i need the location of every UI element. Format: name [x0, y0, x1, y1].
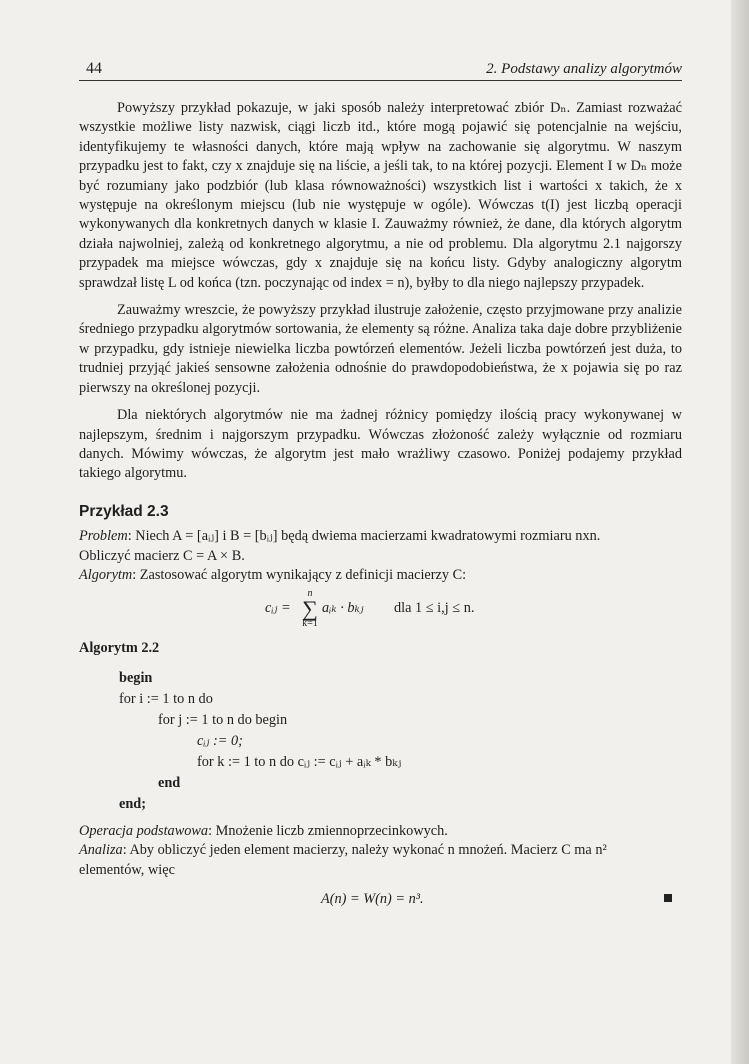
formula-rhs: aᵢₖ · bₖⱼ — [322, 600, 364, 617]
paragraph-3: Dla niektórych algorytmów nie ma żadnej różnicy pomiędzy ilością pracy wykonywanej w najlepszym, średnim i najgorszym przypadku. Wówczas złożoność zależy wyłącznie od rozmiaru danych. Mówimy wówczas, że algorytm jest mało wrażliwy czasowo. Poniżej podajemy przykład takiego algorytmu. — [79, 407, 682, 482]
formula-lhs: cᵢⱼ = — [265, 600, 291, 617]
paragraph-1: Powyższy przykład pokazuje, w jaki sposób należy interpretować zbiór Dₙ. Zamiast rozważać wszystkie możliwe listy nazwisk, ciągi liczb itd., które mogą pojawić się potencjalnie na wejściu, identyfikujemy te własności danych, które mają wpływ na zachowanie się algorytmu. W naszym przypadku jest to fakt, czy x znajduje się na liście, a jeśli tak, to na której pozycji. Element I w Dₙ może być rozumiany jako podzbiór (lub klasa równoważności) wszystkich list i wartości x takich, że x występuje na określonym miejscu (lub nie występuje w ogóle). Wówczas t(I) jest liczbą operacji wykonywanych dla konkretnych danych w klasie I. Zauważmy również, że dane, dla których algorytm działa najwolniej, zależą od konkretnego algorytmu, a nie od problemu. Dla algorytmu 2.1 najgorszy przypadek ma miejsce wówczas, gdy x znajduje się na końcu listy. Gdyby analogiczny algorytm sprawdzał listę L od końca (tzn. poczynając od index = n), byłby to dla niego najlepszy przypadek. — [79, 100, 682, 291]
code-line-2: for i := 1 to n do — [119, 690, 213, 707]
algorithm-text: : Zastosować algorytm wynikający z definicji macierzy C: — [132, 566, 467, 583]
code-line-1: begin — [119, 669, 153, 686]
algorithm-line — [79, 566, 682, 585]
summation — [300, 589, 320, 629]
final-equation-row — [79, 886, 682, 912]
algorithm-code — [79, 669, 682, 816]
algorithm-label: Algorytm — [79, 566, 133, 583]
sum-upper-limit: n — [307, 588, 313, 600]
algorithm-title: Algorytm 2.2 — [79, 640, 160, 657]
analysis-text-1: : Aby obliczyć jeden element macierzy, należy wykonać n mnożeń. Macierz C ma n² — [122, 842, 607, 859]
code-line-5: for k := 1 to n do cᵢⱼ := cᵢⱼ + aᵢₖ * bₖⱼ — [197, 753, 402, 770]
example-heading: Przykład 2.3 — [79, 502, 169, 520]
final-equation: A(n) = W(n) = n³. — [321, 890, 424, 907]
page-number: 44 — [86, 60, 102, 77]
end-of-proof-square-icon — [664, 894, 672, 902]
problem-text-1: : Niech A = [aᵢⱼ] i B = [bᵢⱼ] będą dwiema macierzami kwadratowymi rozmiaru nxn. — [127, 528, 601, 545]
code-line-4: cᵢⱼ := 0; — [197, 732, 243, 749]
code-line-7: end; — [119, 795, 147, 812]
running-title: 2. Podstawy analizy algorytmów — [486, 61, 682, 77]
operation-text: : Mnożenie liczb zmiennoprzecinkowych. — [208, 822, 448, 839]
analysis-text-2: elementów, więc — [79, 861, 175, 878]
page-body — [79, 99, 682, 912]
running-header — [79, 58, 682, 81]
problem-line-1 — [79, 527, 682, 546]
formula-condition: dla 1 ≤ i,j ≤ n. — [394, 600, 475, 617]
operation-label: Operacja podstawowa — [79, 822, 209, 839]
sigma-symbol: ∑ — [302, 596, 318, 622]
page-edge-shadow — [731, 0, 749, 1064]
matrix-product-formula — [79, 589, 682, 631]
code-line-3: for j := 1 to n do begin — [158, 711, 288, 728]
problem-text-2: Obliczyć macierz C = A × B. — [79, 547, 245, 564]
problem-label: Problem — [79, 528, 128, 545]
code-line-6: end — [158, 774, 181, 791]
analysis-line-1 — [79, 841, 682, 860]
operation-line — [79, 822, 682, 841]
sum-lower-limit: k=1 — [302, 618, 318, 630]
paragraph-2: Zauważmy wreszcie, że powyższy przykład ilustruje założenie, często przyjmowane przy analizie średniego przypadku algorytmów sortowania, że elementy są różne. Analiza taka daje dobre przybliżenie w przypadku, gdy istnieje niewielka liczba powtórzeń elementów. Jeżeli liczba powtórzeń jest duża, to trudniej przyjąć jakieś sensowne założenia odnośnie do prawdopodobieństwa, że x pojawia się po raz pierwszy na określonej pozycji. — [79, 302, 682, 396]
analysis-label: Analiza — [79, 842, 123, 859]
